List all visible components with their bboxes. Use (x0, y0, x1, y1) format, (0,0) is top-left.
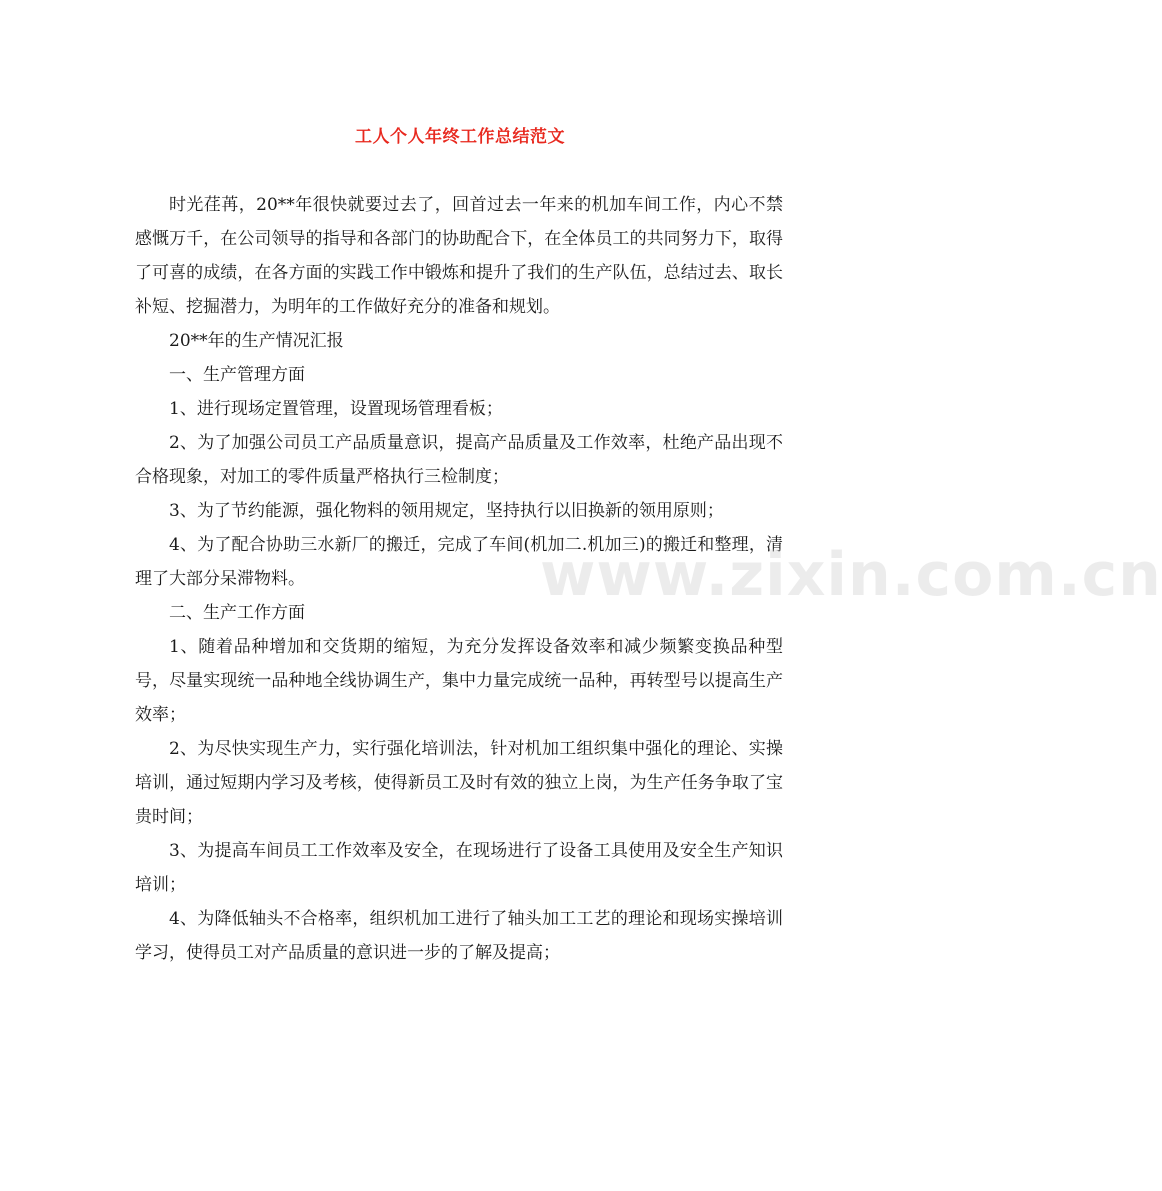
watermark-text: www.zixin.com.cn (540, 540, 1162, 610)
document-body (135, 188, 783, 970)
management-item-1: 1、进行现场定置管理，设置现场管理看板； (169, 399, 503, 419)
section-heading-report: 20**年的生产情况汇报 (169, 331, 344, 351)
management-item-4: 4、为了配合协助三水新厂的搬迁，完成了车间(机加二.机加三)的搬迁和整理，清理了大部分呆滞物料。 (135, 535, 783, 589)
production-item-1: 1、随着品种增加和交货期的缩短，为充分发挥设备效率和减少频繁变换品种型号，尽量实现统一品种地全线协调生产，集中力量完成统一品种，再转型号以提高生产效率； (135, 637, 783, 725)
production-item-4: 4、为降低轴头不合格率，组织机加工进行了轴头加工工艺的理论和现场实操培训学习，使得员工对产品质量的意识进一步的了解及提高； (135, 909, 783, 963)
section-heading-production: 二、生产工作方面 (169, 603, 305, 623)
production-item-3: 3、为提高车间员工工作效率及安全，在现场进行了设备工具使用及安全生产知识培训； (135, 841, 783, 895)
management-item-3: 3、为了节约能源，强化物料的领用规定，坚持执行以旧换新的领用原则； (169, 501, 724, 521)
production-item-2: 2、为尽快实现生产力，实行强化培训法，针对机加工组织集中强化的理论、实操培训，通过短期内学习及考核，使得新员工及时有效的独立上岗，为生产任务争取了宝贵时间； (135, 739, 783, 827)
management-item-2: 2、为了加强公司员工产品质量意识，提高产品质量及工作效率，杜绝产品出现不合格现象，对加工的零件质量严格执行三检制度； (135, 433, 783, 487)
paragraph-intro: 时光荏苒，20**年很快就要过去了，回首过去一年来的机加车间工作，内心不禁感慨万千，在公司领导的指导和各部门的协助配合下，在全体员工的共同努力下，取得了可喜的成绩，在各方面的实践工作中锻炼和提升了我们的生产队伍，总结过去、取长补短、挖掘潜力，为明年的工作做好充分的准备和规划。 (135, 195, 783, 317)
document-title: 工人个人年终工作总结范文 (355, 127, 565, 147)
section-heading-management: 一、生产管理方面 (169, 365, 305, 385)
